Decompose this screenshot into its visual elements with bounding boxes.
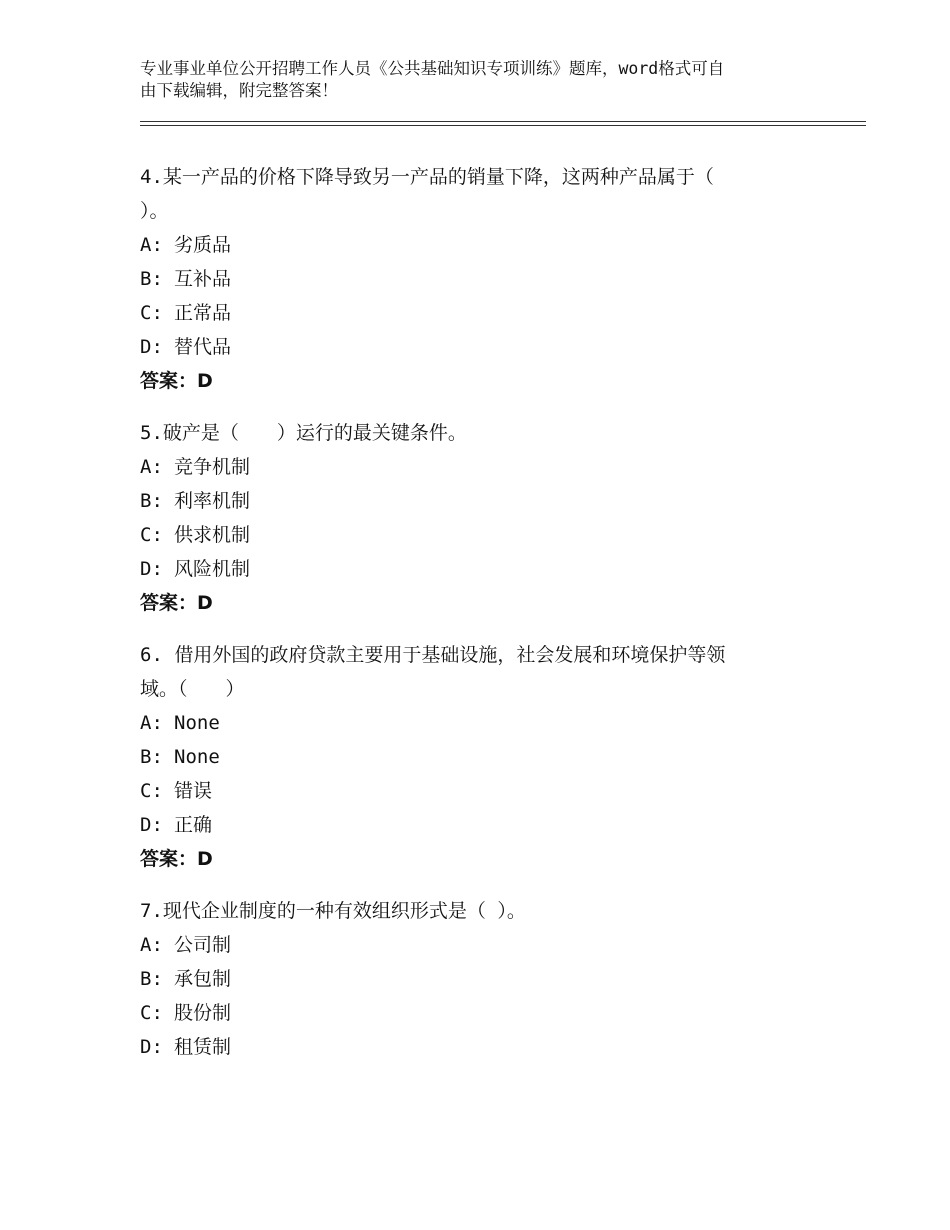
option-b: [140, 484, 820, 518]
answer-line: 答案：D: [140, 370, 213, 392]
option-letter: B:: [140, 968, 163, 990]
option-a: [140, 228, 820, 262]
question-stem-continued: 域。（ ）: [140, 678, 245, 700]
question-list: [140, 160, 820, 1082]
option-text: 租赁制: [174, 1036, 232, 1058]
option-a: [140, 706, 820, 740]
option-letter: A:: [140, 456, 163, 478]
option-b: [140, 962, 820, 996]
option-text: 正常品: [174, 302, 232, 324]
option-letter: A:: [140, 234, 163, 256]
option-text: 公司制: [174, 934, 232, 956]
question-stem: 7.现代企业制度的一种有效组织形式是（ ）。: [140, 900, 526, 922]
option-d: [140, 552, 820, 586]
option-letter: D:: [140, 1036, 163, 1058]
option-text: None: [174, 746, 220, 768]
option-letter: B:: [140, 490, 163, 512]
document-header: [140, 58, 820, 102]
question-stem: 4.某一产品的价格下降导致另一产品的销量下降，这两种产品属于（: [140, 166, 714, 188]
option-letter: B:: [140, 268, 163, 290]
question-stem-continued: ）。: [140, 200, 169, 222]
option-letter: B:: [140, 746, 163, 768]
option-letter: C:: [140, 524, 163, 546]
option-a: [140, 928, 820, 962]
question-stem: 6. 借用外国的政府贷款主要用于基础设施，社会发展和环境保护等领: [140, 644, 726, 666]
option-letter: D:: [140, 558, 163, 580]
option-d: [140, 808, 820, 842]
option-c: [140, 996, 820, 1030]
question-stem: 5.破产是（ ）运行的最关键条件。: [140, 422, 467, 444]
header-line-2: 由下载编辑，附完整答案！: [140, 81, 338, 100]
option-text: 替代品: [174, 336, 232, 358]
question-4: [140, 160, 820, 398]
option-letter: D:: [140, 336, 163, 358]
option-letter: A:: [140, 712, 163, 734]
option-text: 风险机制: [174, 558, 251, 580]
option-letter: A:: [140, 934, 163, 956]
option-text: 竞争机制: [174, 456, 251, 478]
option-letter: C:: [140, 302, 163, 324]
question-6: [140, 638, 820, 876]
option-letter: C:: [140, 1002, 163, 1024]
option-text: 股份制: [174, 1002, 232, 1024]
option-text: 承包制: [174, 968, 232, 990]
option-text: 劣质品: [174, 234, 232, 256]
header-divider-bottom: [140, 125, 866, 126]
question-7: [140, 894, 820, 1064]
option-c: [140, 296, 820, 330]
option-text: 互补品: [174, 268, 232, 290]
option-text: None: [174, 712, 220, 734]
option-d: [140, 1030, 820, 1064]
header-line-1: 专业事业单位公开招聘工作人员《公共基础知识专项训练》题库，word格式可自: [140, 59, 725, 78]
header-divider-top: [140, 121, 866, 122]
option-letter: D:: [140, 814, 163, 836]
option-b: [140, 262, 820, 296]
option-text: 正确: [174, 814, 213, 836]
option-c: [140, 774, 820, 808]
answer-line: 答案：D: [140, 592, 213, 614]
option-text: 利率机制: [174, 490, 251, 512]
option-b: [140, 740, 820, 774]
option-letter: C:: [140, 780, 163, 802]
option-text: 供求机制: [174, 524, 251, 546]
option-c: [140, 518, 820, 552]
option-a: [140, 450, 820, 484]
option-text: 错误: [174, 780, 213, 802]
question-5: [140, 416, 820, 620]
answer-line: 答案：D: [140, 848, 213, 870]
option-d: [140, 330, 820, 364]
